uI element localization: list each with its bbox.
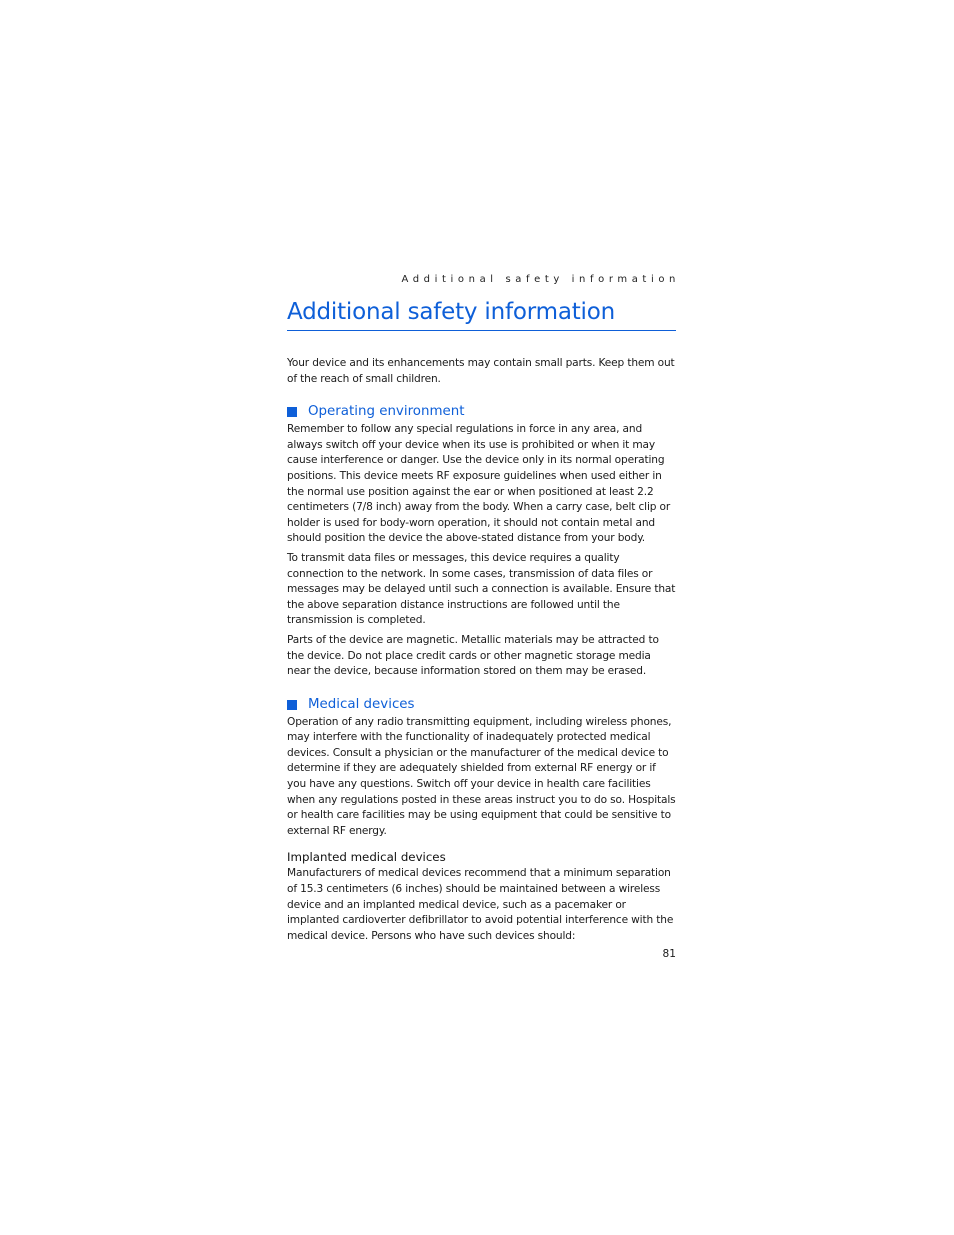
square-bullet-icon bbox=[287, 407, 297, 417]
section-heading-operating-environment bbox=[287, 403, 676, 421]
body-paragraph: Parts of the device are magnetic. Metallic materials may be attracted to the device. Do not place credit cards or other magnetic storage media near the device, because information stored on them may be erased. bbox=[287, 633, 659, 678]
subsection-heading-implanted-medical-devices: Implanted medical devices bbox=[287, 850, 446, 865]
square-bullet-icon bbox=[287, 700, 297, 710]
document-page bbox=[287, 270, 680, 944]
section-heading-label: Operating environment bbox=[308, 404, 465, 420]
page-number: 81 bbox=[662, 948, 676, 960]
body-paragraph: Operation of any radio transmitting equipment, including wireless phones, may interfere with the functionality of inadequately protected medical devices. Consult a physician or the manufacturer of the medical device to determine if they are adequately shielded from external RF energy or if you have any questions. Switch off your device in health care facilities when any regulations posted in these areas instruct you to do so. Hospitals or health care facilities may be using equipment that could be sensitive to external RF energy. bbox=[287, 715, 676, 837]
body-paragraph: To transmit data files or messages, this device requires a quality connection to the network. In some cases, transmission of data files or messages may be delayed until such a connection is available. Ensure that the above separation distance instructions are followed until the transmission is completed. bbox=[287, 551, 676, 627]
body-paragraph: Remember to follow any special regulations in force in any area, and always switch off your device when its use is prohibited or when it may cause interference or danger. Use the device only in its normal operating positions. This device meets RF exposure guidelines when used either in the normal use position against the ear or when positioned at least 2.2 centimeters (7/8 inch) away from the body. When a carry case, belt clip or holder is used for body-worn operation, it should not contain metal and should position the device the above-stated distance from your body. bbox=[287, 423, 671, 545]
section-heading-medical-devices bbox=[287, 696, 676, 714]
body-paragraph: Manufacturers of medical devices recommend that a minimum separation of 15.3 centimeters (6 inches) should be maintained between a wireless device and an implanted medical device, such as a pacemaker or implanted cardioverter defibrillator to avoid potential interference with the medical device. Persons who have such devices should: bbox=[287, 867, 674, 942]
running-header: Additional safety information bbox=[401, 274, 680, 285]
section-heading-label: Medical devices bbox=[308, 696, 415, 712]
intro-paragraph: Your device and its enhancements may contain small parts. Keep them out of the reach of small children. bbox=[287, 357, 675, 385]
chapter-title: Additional safety information bbox=[287, 296, 676, 331]
